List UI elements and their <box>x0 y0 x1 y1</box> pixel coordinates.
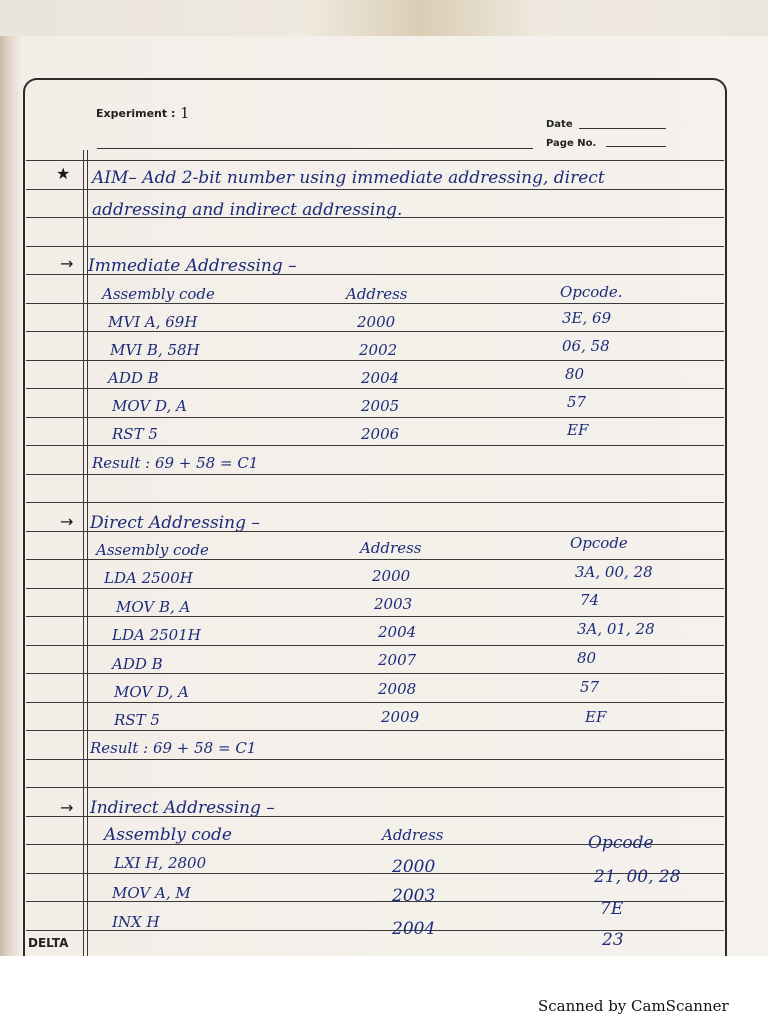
direct-result: Result : 69 + 58 = C1 <box>90 739 257 757</box>
ruled-line <box>26 673 724 674</box>
experiment-label: Experiment : <box>96 107 176 120</box>
date-label: Date <box>546 119 573 130</box>
row-address: 2000 <box>372 567 411 585</box>
direct-col-opcode: Opcode <box>570 534 628 552</box>
row-code: MVI A, 69H <box>108 313 198 331</box>
row-address: 2005 <box>361 397 400 415</box>
ruled-line <box>26 730 724 731</box>
aim-line-1: AIM– Add 2-bit number using immediate addressing, direct <box>92 168 605 188</box>
row-opcode: 80 <box>565 365 585 383</box>
aim-line-2: addressing and indirect addressing. <box>92 200 403 220</box>
immediate-title: Immediate Addressing – <box>88 256 297 276</box>
ruled-line <box>26 388 724 389</box>
row-opcode: 80 <box>577 649 597 667</box>
indirect-col-address: Address <box>382 826 444 844</box>
row-opcode: 3A, 01, 28 <box>577 620 655 638</box>
ruled-line <box>26 474 724 475</box>
row-code: MOV A, M <box>112 884 191 902</box>
direct-arrow-icon: → <box>60 512 74 531</box>
row-opcode: EF <box>585 708 607 726</box>
ruled-line <box>26 759 724 760</box>
row-code: ADD B <box>112 655 163 673</box>
experiment-number: 1 <box>180 104 190 122</box>
row-address: 2007 <box>378 651 417 669</box>
row-address: 2006 <box>361 425 400 443</box>
ruled-line <box>26 303 724 304</box>
row-address: 2004 <box>361 369 400 387</box>
row-address: 2008 <box>378 680 417 698</box>
row-opcode: 23 <box>602 930 624 950</box>
row-code: RST 5 <box>112 425 158 443</box>
row-code: MVI B, 58H <box>110 341 200 359</box>
ruled-line <box>26 702 724 703</box>
row-opcode: 3A, 00, 28 <box>575 563 653 581</box>
ruled-line <box>26 787 724 788</box>
row-address: 2000 <box>357 313 396 331</box>
ruled-line <box>26 331 724 332</box>
row-code: MOV D, A <box>112 397 187 415</box>
aim-star-icon: ★ <box>56 164 71 183</box>
row-code: INX H <box>112 913 160 931</box>
row-address: 2003 <box>392 886 436 906</box>
row-address: 2009 <box>381 708 420 726</box>
row-code: RST 5 <box>114 711 160 729</box>
immediate-result: Result : 69 + 58 = C1 <box>92 454 259 472</box>
row-code: ADD B <box>108 369 159 387</box>
indirect-col-opcode: Opcode <box>588 833 654 853</box>
ruled-line <box>26 417 724 418</box>
scan-background-top <box>0 0 768 36</box>
row-address: 2003 <box>374 595 413 613</box>
row-address: 2000 <box>392 857 436 877</box>
row-address: 2004 <box>392 919 436 939</box>
row-code: LDA 2500H <box>104 569 193 587</box>
direct-col-address: Address <box>360 539 422 557</box>
row-address: 2002 <box>359 341 398 359</box>
row-code: LXI H, 2800 <box>114 854 207 872</box>
immediate-arrow-icon: → <box>60 254 74 273</box>
row-code: MOV B, A <box>116 598 191 616</box>
row-opcode: 7E <box>600 899 624 919</box>
ruled-line <box>26 588 724 589</box>
row-opcode: 21, 00, 28 <box>594 867 681 887</box>
direct-col-code: Assembly code <box>96 541 209 559</box>
date-line <box>579 128 666 129</box>
ruled-line <box>26 616 724 617</box>
row-opcode: 57 <box>567 393 587 411</box>
indirect-title: Indirect Addressing – <box>90 798 275 818</box>
ruled-line <box>26 246 724 247</box>
page-no-line <box>606 146 666 147</box>
direct-title: Direct Addressing – <box>90 513 260 533</box>
page-no-label: Page No. <box>546 138 597 149</box>
ruled-line <box>26 445 724 446</box>
row-code: LDA 2501H <box>112 626 201 644</box>
ruled-line <box>26 360 724 361</box>
ruled-line <box>26 645 724 646</box>
row-opcode: 74 <box>580 591 600 609</box>
row-code: MOV D, A <box>114 683 189 701</box>
ruled-line <box>26 160 724 161</box>
row-opcode: EF <box>567 421 589 439</box>
scanner-watermark: Scanned by CamScanner <box>538 997 729 1015</box>
row-opcode: 3E, 69 <box>562 309 612 327</box>
immediate-col-code: Assembly code <box>102 285 215 303</box>
row-opcode: 57 <box>580 678 600 696</box>
row-address: 2004 <box>378 623 417 641</box>
indirect-arrow-icon: → <box>60 798 74 817</box>
margin-line <box>83 150 84 956</box>
immediate-col-opcode: Opcode. <box>560 283 623 301</box>
header-underline <box>97 148 533 149</box>
ruled-line <box>26 559 724 560</box>
brand-logo: DELTA <box>28 936 69 950</box>
immediate-col-address: Address <box>346 285 408 303</box>
indirect-col-code: Assembly code <box>104 825 232 845</box>
row-opcode: 06, 58 <box>562 337 610 355</box>
ruled-line <box>26 189 724 190</box>
ruled-line <box>26 502 724 503</box>
